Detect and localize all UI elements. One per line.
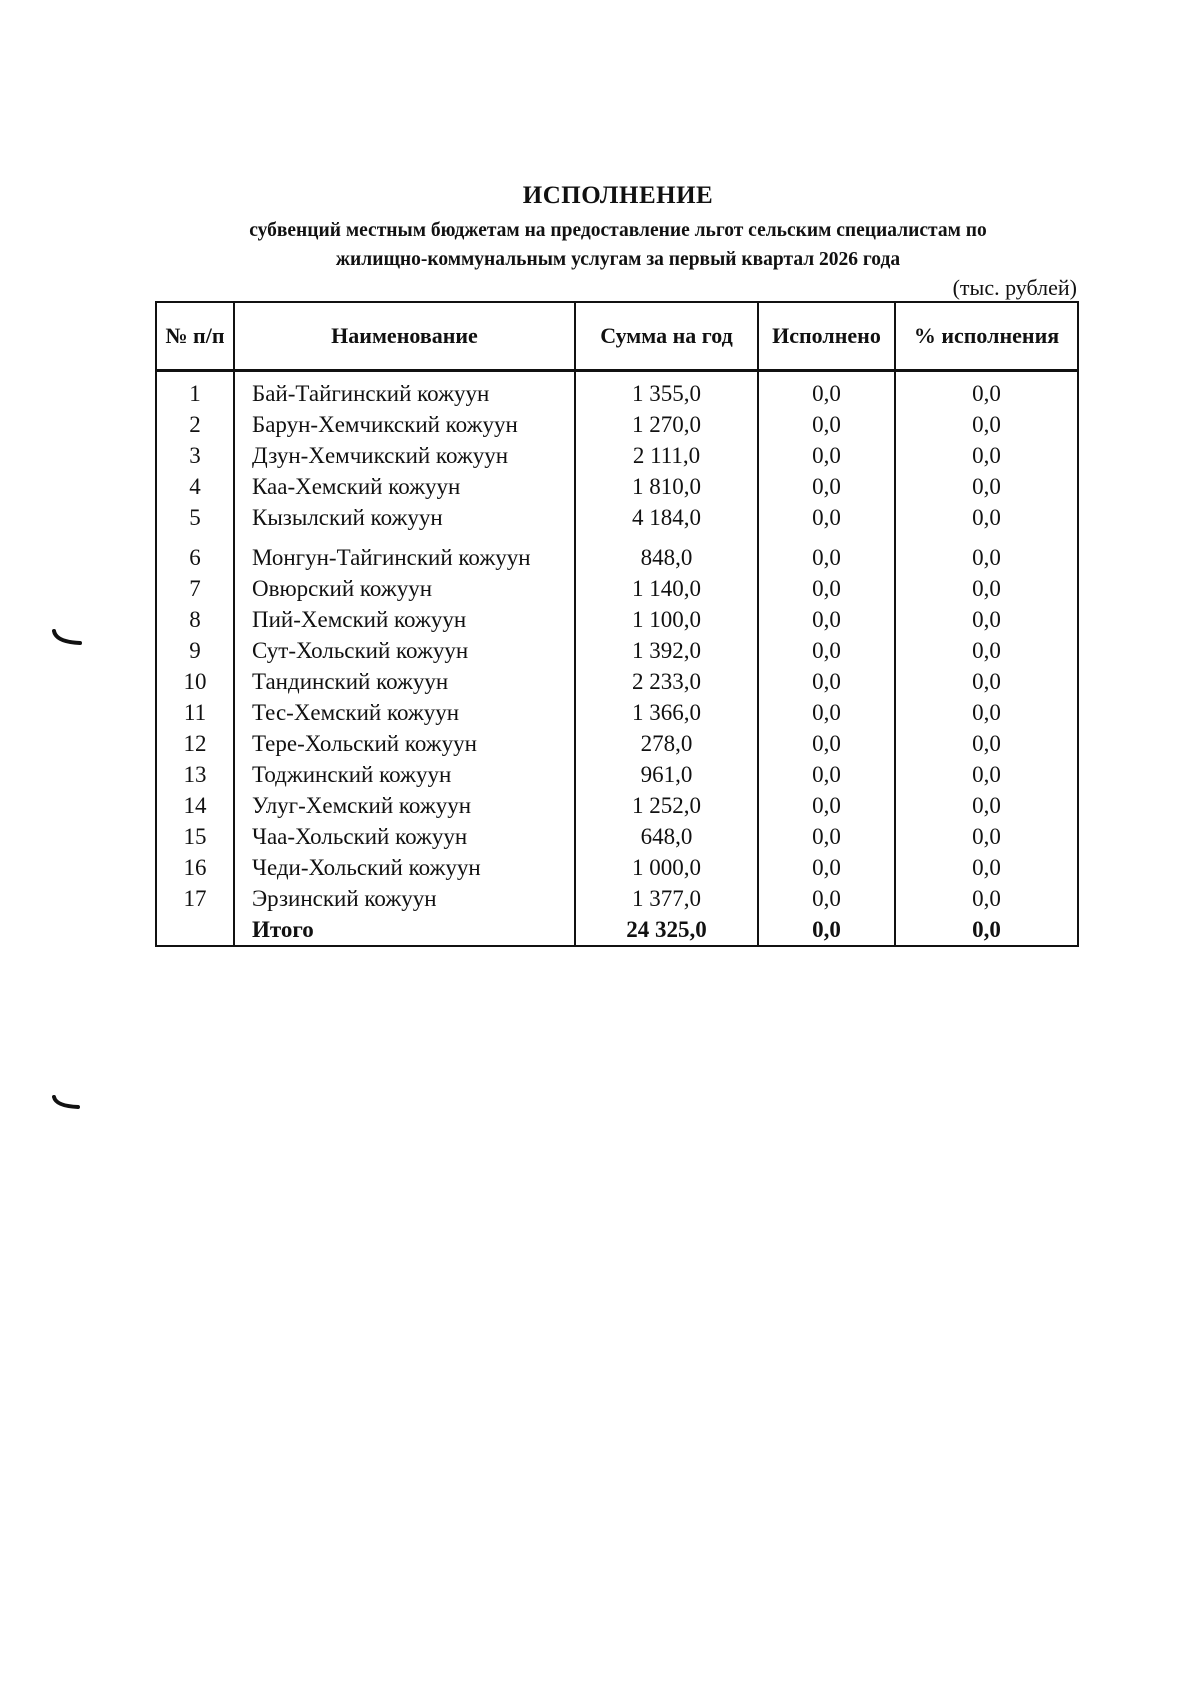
row-executed: 0,0 [758, 409, 895, 440]
total-executed: 0,0 [758, 914, 895, 946]
row-executed: 0,0 [758, 759, 895, 790]
row-number: 16 [156, 852, 234, 883]
units-label: (тыс. рублей) [952, 275, 1077, 300]
row-percent: 0,0 [895, 883, 1078, 914]
row-percent: 0,0 [895, 604, 1078, 635]
row-executed: 0,0 [758, 533, 895, 573]
row-number: 3 [156, 440, 234, 471]
row-name: Улуг-Хемский кожуун [234, 790, 575, 821]
row-sum: 648,0 [575, 821, 758, 852]
document-subtitle [120, 216, 1116, 274]
row-executed: 0,0 [758, 852, 895, 883]
table-row [156, 666, 1078, 697]
execution-table [155, 301, 1079, 947]
row-name: Кызылский кожуун [234, 502, 575, 533]
row-percent: 0,0 [895, 573, 1078, 604]
row-percent: 0,0 [895, 371, 1078, 410]
document-title: ИСПОЛНЕНИЕ [522, 182, 714, 209]
table-row [156, 371, 1078, 410]
row-executed: 0,0 [758, 790, 895, 821]
row-name: Пий-Хемский кожуун [234, 604, 575, 635]
total-row [156, 914, 1078, 946]
row-percent: 0,0 [895, 728, 1078, 759]
row-percent: 0,0 [895, 635, 1078, 666]
row-number: 13 [156, 759, 234, 790]
row-sum: 1 355,0 [575, 371, 758, 410]
row-name: Монгун-Тайгинский кожуун [234, 533, 575, 573]
row-sum: 1 000,0 [575, 852, 758, 883]
table-row [156, 697, 1078, 728]
row-sum: 961,0 [575, 759, 758, 790]
total-sum: 24 325,0 [575, 914, 758, 946]
row-executed: 0,0 [758, 502, 895, 533]
table-header-row [156, 302, 1078, 371]
row-sum: 1 810,0 [575, 471, 758, 502]
row-number: 1 [156, 371, 234, 410]
row-number: 12 [156, 728, 234, 759]
row-name: Сут-Хольский кожуун [234, 635, 575, 666]
table-row [156, 759, 1078, 790]
row-number: 17 [156, 883, 234, 914]
row-percent: 0,0 [895, 759, 1078, 790]
row-number: 9 [156, 635, 234, 666]
row-sum: 1 100,0 [575, 604, 758, 635]
table-row [156, 471, 1078, 502]
header-sum: Сумма на год [575, 302, 758, 371]
row-percent: 0,0 [895, 409, 1078, 440]
row-percent: 0,0 [895, 471, 1078, 502]
row-sum: 1 252,0 [575, 790, 758, 821]
row-percent: 0,0 [895, 852, 1078, 883]
row-executed: 0,0 [758, 604, 895, 635]
table-row [156, 790, 1078, 821]
row-number: 8 [156, 604, 234, 635]
total-number-empty [156, 914, 234, 946]
row-percent: 0,0 [895, 502, 1078, 533]
row-number: 10 [156, 666, 234, 697]
row-sum: 1 377,0 [575, 883, 758, 914]
row-number: 5 [156, 502, 234, 533]
row-executed: 0,0 [758, 440, 895, 471]
table-body [156, 371, 1078, 947]
row-name: Тандинский кожуун [234, 666, 575, 697]
row-name: Эрзинский кожуун [234, 883, 575, 914]
row-name: Овюрский кожуун [234, 573, 575, 604]
row-executed: 0,0 [758, 573, 895, 604]
row-percent: 0,0 [895, 821, 1078, 852]
table-row [156, 604, 1078, 635]
row-number: 6 [156, 533, 234, 573]
row-name: Дзун-Хемчикский кожуун [234, 440, 575, 471]
row-name: Чеди-Хольский кожуун [234, 852, 575, 883]
row-executed: 0,0 [758, 883, 895, 914]
table-row [156, 573, 1078, 604]
table-row [156, 883, 1078, 914]
row-number: 11 [156, 697, 234, 728]
total-percent: 0,0 [895, 914, 1078, 946]
row-name: Тоджинский кожуун [234, 759, 575, 790]
row-sum: 1 140,0 [575, 573, 758, 604]
row-percent: 0,0 [895, 666, 1078, 697]
row-percent: 0,0 [895, 697, 1078, 728]
header-executed: Исполнено [758, 302, 895, 371]
row-name: Тере-Хольский кожуун [234, 728, 575, 759]
row-name: Тес-Хемский кожуун [234, 697, 575, 728]
total-label: Итого [234, 914, 575, 946]
row-percent: 0,0 [895, 790, 1078, 821]
row-executed: 0,0 [758, 471, 895, 502]
table-row [156, 852, 1078, 883]
row-sum: 4 184,0 [575, 502, 758, 533]
header-num: № п/п [156, 302, 234, 371]
header-name: Наименование [234, 302, 575, 371]
row-name: Бай-Тайгинский кожуун [234, 371, 575, 410]
row-number: 15 [156, 821, 234, 852]
row-executed: 0,0 [758, 371, 895, 410]
table-row [156, 821, 1078, 852]
scan-mark-lower [50, 1094, 86, 1116]
row-number: 7 [156, 573, 234, 604]
scan-mark-upper [50, 628, 86, 650]
row-percent: 0,0 [895, 440, 1078, 471]
row-executed: 0,0 [758, 821, 895, 852]
subtitle-line-2: жилищно-коммунальным услугам за первый квартал 2026 года [335, 249, 901, 270]
row-number: 2 [156, 409, 234, 440]
row-name: Чаа-Хольский кожуун [234, 821, 575, 852]
row-sum: 1 366,0 [575, 697, 758, 728]
row-sum: 2 111,0 [575, 440, 758, 471]
row-executed: 0,0 [758, 697, 895, 728]
header-percent: % исполнения [895, 302, 1078, 371]
table-row [156, 502, 1078, 533]
row-executed: 0,0 [758, 666, 895, 697]
table-row [156, 533, 1078, 573]
row-sum: 1 392,0 [575, 635, 758, 666]
table-row [156, 728, 1078, 759]
row-percent: 0,0 [895, 533, 1078, 573]
row-number: 14 [156, 790, 234, 821]
table-row [156, 440, 1078, 471]
row-name: Каа-Хемский кожуун [234, 471, 575, 502]
table-row [156, 409, 1078, 440]
row-name: Барун-Хемчикский кожуун [234, 409, 575, 440]
row-sum: 278,0 [575, 728, 758, 759]
table-row [156, 635, 1078, 666]
subtitle-line-1: субвенций местным бюджетам на предоставление льгот сельским специалистам по [249, 220, 987, 241]
row-executed: 0,0 [758, 728, 895, 759]
row-number: 4 [156, 471, 234, 502]
row-sum: 1 270,0 [575, 409, 758, 440]
row-sum: 848,0 [575, 533, 758, 573]
row-sum: 2 233,0 [575, 666, 758, 697]
row-executed: 0,0 [758, 635, 895, 666]
